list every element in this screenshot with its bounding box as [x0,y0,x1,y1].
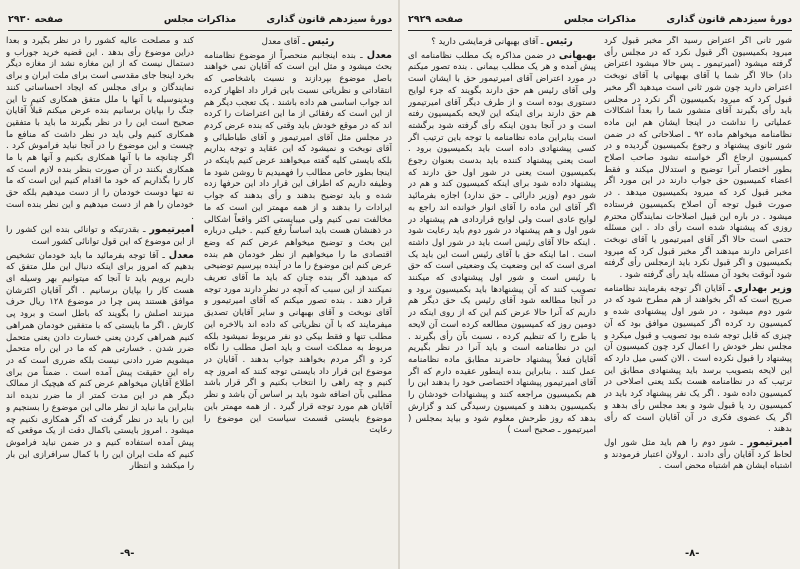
paragraph [408,50,596,437]
header-page-number: صفحه ۲۹۳۰ [8,14,64,25]
paragraph-text: ـ شور دوم را هم باید مثل شور اول لحاظ کرد آقایان رأی دادند . ارولان اعتبار فرمودند و اشتباه ایشان هم اشتباه محض است . [604,437,792,472]
speaker-name: معدل [366,49,392,61]
paragraph [6,36,194,223]
paragraph [604,283,792,436]
session-label: دورهٔ سیزدهم قانون گذاری [666,14,792,25]
session-label: دورهٔ سیزدهم قانون گذاری [266,14,392,25]
paragraph-text: کند و مصلحت عالیه کشور را در نظر بگیرد و بعداً دراین موضوع رأی بدهد . این قضیه خرید جوراب و دستمال نیست که از این مغازه نشد از مغازه دیگر بخرد اینجا جای مقدسی است برای ملت ایران و برای نمایندگان و برای مجلس که ایجاد احساساتی کنند وبدینوسیله با آنها با ملل متفق همکاری کنیم تا این جنگ را بپایان برسانیم بنده عرض میکنم قبلاً آقایان صحیح است این را در نظر بگیرند ما باید با متفقین همکاری کنیم ولی باید در نظر داشت که منافع ما چیست و این موضوع را در آنجا نباید فراموش کرد . اگر چنانچه ما با آنها همکاری بکنیم و آنها هم با ما همکاری بکنند در آن صورت بنظر بنده لازم است که کار را بگذاریم که خود ما اقدام کنیم این است که ما نه تنها دوست خودمان را از دست میدهیم بلکه حق خودمان را هم از دست میدهیم و این نظر بنده است . [6,36,194,222]
paragraph-text: ـ آقای معدل [261,37,305,47]
footer-page-number: -۹- [120,548,135,559]
page-header [408,12,792,31]
paragraph [204,36,392,49]
paragraph-text: ـ بقدرتیکه و توانائی بنده این کشور را از این موضوع که این قول توانائی کشور است [6,225,194,247]
page-header [8,12,392,31]
paragraph [604,437,792,473]
text-column-left [408,36,596,506]
paragraph [6,250,194,473]
header-title: مذاکرات مجلس [163,14,237,25]
right-page [400,0,800,569]
paragraph-text: ـ آقای بهبهانی فرمایشی دارید ؟ [431,37,544,47]
paragraph [204,50,392,437]
speaker-name: معدل [168,249,194,261]
speaker-name: وزیر بهداری [733,282,792,294]
header-title: مذاکرات مجلس [563,14,637,25]
paragraph-text: ـ بنده اینجانبم منحصراً از موضوع نظامنامه بحث میشود و مثل این است که آقایان نمی خواهند باصل موضوع بپردازند و نسبت باشخاصی که انتقاداتی و نظریاتی نسبت باین قرار داد اظهار کرده اند جواب اساسی هم داده باشند . یک تعجب دیگر هم از این است که رفقائی از ما این اعتراضات را کرده اند که در موقع خودش باید وقتی که بنده عرض کردم در مجلس مثل آقای امیرتیمور و آقای طباطبائی و آقای نوبخت و نمیشود که این عقاید و توجه بداریم بلکه بایستی کلیه گفته میخواهند عرض کنیم باینکه در اینجا بطور خاص مطالب را فهمیدیم تا روشن شود ما وظیفه داریم که اطراف این قرار داد این حرفها زده شده و باید توضیح بدهند و رأی بدهند که جواب ایرادات را بدهند و از همه مهمتر این است که ما مخالفت نمی کنیم ولی میبایستی اکثر واقعاً اشکالی در ذهنشان هست باید اساساً رفع کنیم . خیلی درباره این بحث و توضیح میخواهم عرض کنم که وضع اقتصادی ما را میخواهیم از نظر خودمان هم بنده عرض کنم این موضوع را ما در آینده بپرسیم توضیحی که میدهید اگر بنده چنان که باید ما آقای تعریف نمیکنند از این سبب که آنچه در نظر دارند مورد توجه قرار دهند . بنده تصور میکنم که آقای امیرتیمور و آقای نوبخت و آقای بهبهانی و سایر آقایان تصدیق میفرمایند که با آن نظریاتی که داده اند بالاخره این مطلب تنها و فقط بیکی دو نفر مربوط نمیشود بلکه مربوط به مملکت است و باید اصل مطلب را نگاه کرد و اگر مردم بخواهند جواب بدهند . آقایان در موضوع این قرار داد بایستی توجه کنند که امروز چه کنیم و چه راهی را انتخاب بکنیم و اگر قرار باشد مطلبی بآن اضافه شود باید بر اساس آن باشد و نظر آقایان هم مورد توجه قرار گیرد . از همه مهمتر باین موضوع بایستی قسمت سیاست این موضوع را رعایت [204,50,392,436]
footer-page-number: -۸- [685,548,700,559]
text-column-left [6,36,194,506]
header-page-number: صفحه ۲۹۲۹ [408,14,464,25]
text-column-right [204,36,392,506]
paragraph-text: ـ آقایان اگر توجه بفرمایند نظامنامه صریح است که اگر بخواهند از هم مطرح شود که در شور دوم میشود ، در شور اول پیشنهادی شده و کمیسیون رد کرده اگر کمیسیون موافق بود که آن چیزی که قابل توجه شده بود تصویب و قبول میکرد و مجلس نظر خودش را اعمال کرد چون کمیسیون آن پیشنهاد را قبول نکرده است . الان کسی میل دارد که این لایحه بتصویب برسد باید پیشنهادی مطابق این ترتیب که در نظامنامه هست بکند یعنی اصلاحی در کمیسیون داده شود . اگر یک نفر پیشنهاد کرد باید در کمیسیون رد یا قبول شود و بعد مجلس رأی بدهد و اگر یک عضوی فکری در آن آقایان است که رأی بدهند . [604,283,792,435]
text-column-right [604,36,792,506]
speaker-name: امیرتیمور [747,436,792,448]
paragraph [6,224,194,248]
speaker-name: امیرتیمور [149,224,194,236]
speaker-name: بهبهانی [558,49,596,61]
paragraph-text: ـ آقا توجه بفرمائید ما باید خودمان تشخیص بدهیم که امروز برای اینکه دنبال این ملل متفق که داریم برویم باید تا آنجا که میتوانیم بهر وسیله ای هست کار را بپایان برسانیم . اگر آقایان اکثرشان موافق هستند پس چرا در موضوع ۱۲۸ ریال حرف میزنند اصلش را بگویند که باطل است و برود پی کارش . اگر ما بایستی که با متفقین خودمان همراهی کنیم همراهی کردن یعنی خسارت دادن یعنی متحمل ضرر شدن . خسارتی هم که ما در این راه متحمل میشویم ضرر دادنی نیست بلکه ضرری است که در راه این حقیقت پیش آمده است . ضمناً من برای اطلاع آقایان میخواهم عرض کنم که هیچیک از ممالک دیگر هم در این مدت کمتر از ما ضرر ندیده اند بنابراین ما نباید از نظر مالی این موضوع را بسنجیم و این را باید در نظر گرفت که اگر همکاری نکنیم چه میشود . امروز بایستی باکمال دقت از یک موقعی که پیش آمده استفاده کنیم و در ضمن نباید فراموش کنیم که ملت ایران این را با کمال سرافرازی این بار را میکشد و انتظار [6,250,194,472]
speaker-name: رئیس [546,36,573,47]
speaker-name: رئیس [307,36,335,47]
paragraph [408,36,596,49]
paragraph [604,36,792,282]
paragraph-text: در ضمن مذاکره یک مطلب نظامنامه ای پیش آمده و هر یک مطلب بیمانی . بنده تصور میکنم در مورد اعتراض آقای امیرتیمور حق با ایشان است ولی آقای رئیس هم حق دارند بگویند که جزء لوایح دستوری بوده است و از طرف دیگر آقای امیرتیمور هم حق دارند برای اینکه این لایحه بکمیسیون رفته است و در آنجا بدون اینکه رأی گرفته شود برگشته است بنابراین ماده نظامنامه با توجه باین ترتیب اگر کسی پیشنهادی داده است باید بکمیسیون برود . است یعنی پیشنهاد کننده باید بدست بعنوان رجوع بکمیسیون است یعنی در شور اول حق دارند که پیشنهاد داده شود برای اینکه کمیسیون کند و هم در شور دوم (وزیر دارائی ـ حق ندارد) اجازه بفرمائید اگر آقای این ماده را آقای انوار خوانده اند راجع به لوایح عادی است ولی لوایح قراردادی هم پیشنهاد در شور اول و هم پیشنهاد در شور دوم باید رعایت شود . اینکه حالا آقای رئیس است باید در شور اول داشته است . اما اینکه حق با آقای رئیس است این باید یک امری است که این وضعیت یک وضعیتی است که حق با رئیس است و شور اول پیشنهادی که میکنند تصویب کنند که آن پیشنهادها باید بکمیسیون برود و در آنجا مطالعه شود آقای رئیس یک حق دیگر هم داریم که آنرا حالا عرض کنم این که از روی اینکه در دومین روز که کمیسیون مطالعه کرده است آن لایحه یا طرح را که تنظیم کرده ، نسبت بآن رأی بگیرند . این در نظامنامه است و باید آنرا در نظر بگیریم آقایان فعلاً پیشنهاد حاضرند مطابق ماده نظامنامه عمل کنند . بنابراین بنده اینطور عقیده دارم که اگر آقای امیرتیمور پیشنهاد اختصاصی خود را بدهند این را هم بکمیسیون مراجعه کنند و پیشنهادات خودشان را بکمیسیون بدهند و کمیسیون رسیدگی کند و گزارش بدهد که روز طرحش معلوم شود و بیاید بمجلس ( امیرتیمور ـ صحیح است ) [408,50,596,436]
paragraph-text: شور ثانی اگر اعتراض رسید اگر مخبر قبول کرد میرود بکمیسیون اگر قبول نکرد که در مجلس رأی گرفته میشود (امیرتیمور ـ پس حالا میشود اعتراض داد) حالا اگر شما یا آقای بهبهانی یا آقای نوبخت اعتراض دارید چون شور ثانی است میدهید اگر مخبر قبول کرد که میرود بکمیسیون اگر نکرد در مجلس باید رأی بگیرند آقای منشور شما را بعداً اشکالات عملیاتی را نداشت در اینجا ایشان هم این ماده نظامنامه میخواهم ماده ۹۲ ـ اصلاحاتی که در ضمن شور ثانوی پیشنهاد و رجوع بکمیسیون گردیده و در کمیسیون ارجاع اگر خواسته نشود صاحب اصلاح بطور اختصار آنرا توضیح و استدلال میکند و فقط اعضاء کمیسیون حق جواب دارند در این مورد اگر مخبر قبول کرد که میرود بکمیسیون میدهد . در صورت قبول توجه آن اصلاح بکمیسیون فرستاده میشود . در باره این قبیل اصلاحات نمایندگان محترم روزی که پیشنهاد شده است رأی داد . این مسئله حتمی است حالا اگر آقای امیرتیمور یا آقای نوبخت اعتراض دارند میدهند اگر مخبر قبول کرد که میرود بکمیسیون و اگر قبول نکرد باید ازمجلس رأی گرفته شود آنوقت بخود آن مسئله باید رأی گرفته شود . [604,36,792,281]
